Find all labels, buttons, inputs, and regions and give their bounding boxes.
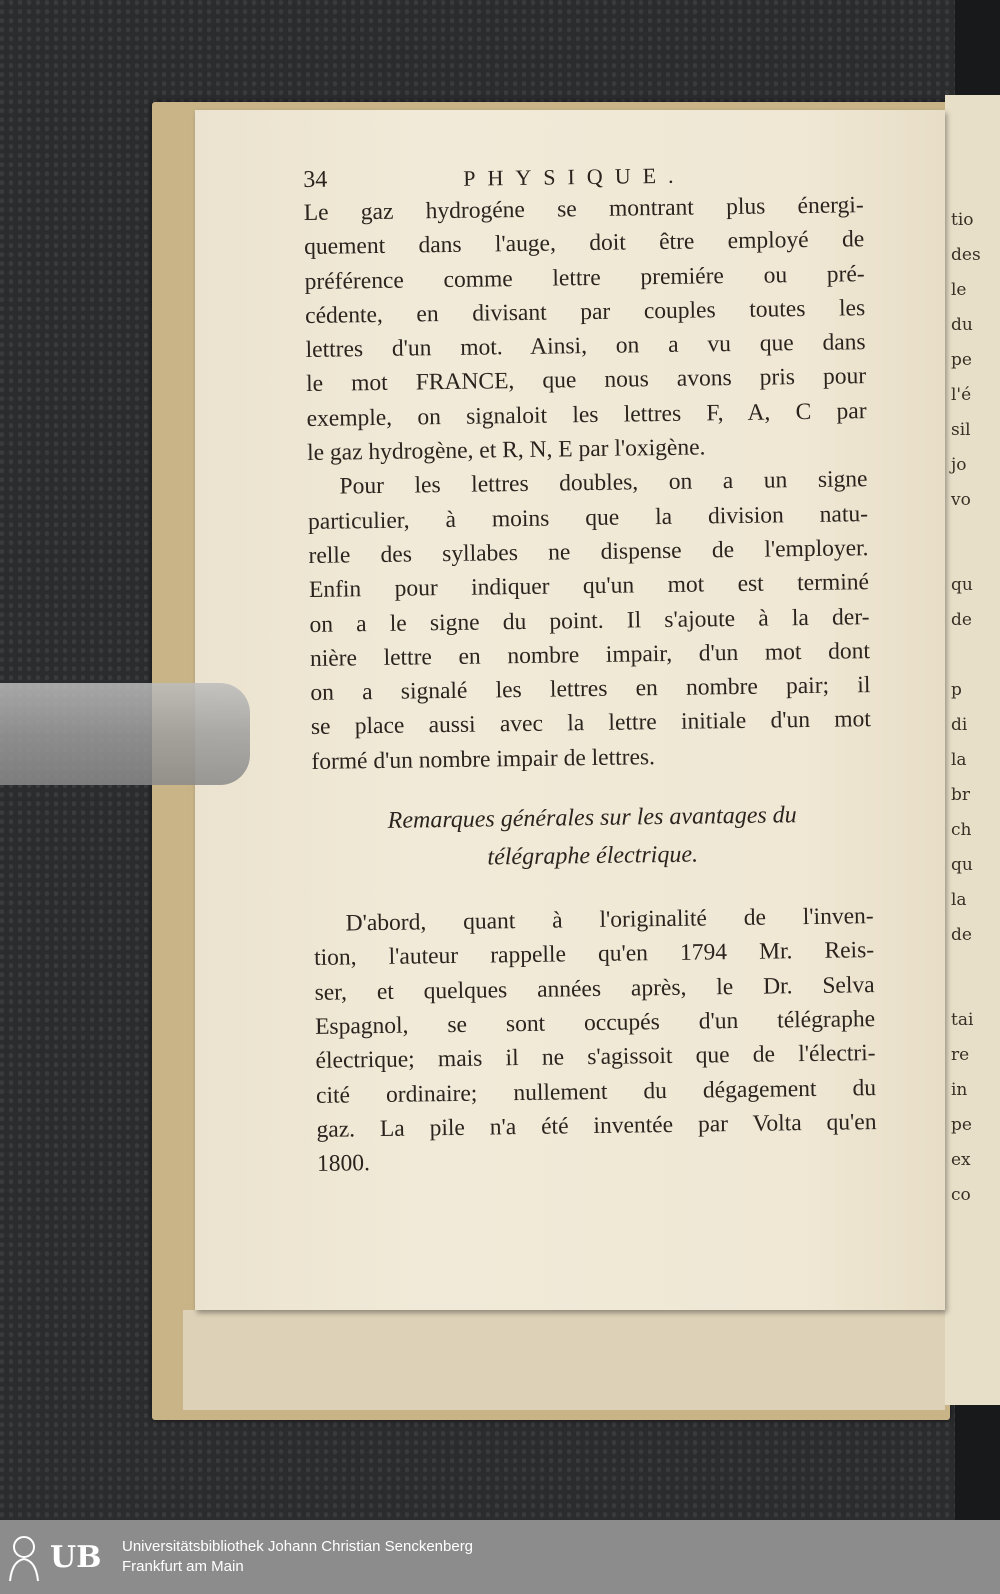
next-page-fragment: tai	[951, 1010, 974, 1030]
text-line: Espagnol, se sont occupés d'un télégraphe	[314, 1006, 876, 1040]
page-header	[303, 152, 863, 194]
next-page-fragment: des	[951, 245, 981, 265]
next-page-fragment: re	[951, 1045, 970, 1065]
next-page-fragment: vo	[951, 490, 971, 510]
next-page-fragment: pe	[951, 1115, 972, 1135]
page-number: 34	[303, 166, 328, 193]
next-page-fragment: in	[951, 1080, 968, 1100]
next-page-fragment: co	[951, 1185, 971, 1205]
footer-line-1: Universitätsbibliothek Johann Christian Senckenberg	[122, 1538, 474, 1555]
text-line: lettres d'un mot. Ainsi, on a vu que dans	[305, 329, 866, 364]
next-page-fragment: sil	[951, 420, 971, 440]
text-line: électrique; mais il ne s'agissoit que de l'électri-	[315, 1040, 876, 1075]
footer-bar	[0, 1520, 1000, 1594]
next-page-fragment: tio	[951, 210, 974, 230]
library-logo	[4, 1529, 114, 1585]
text-line: D'abord, quant à l'originalité de l'inven-	[345, 903, 874, 937]
next-page-fragment: jo	[951, 455, 967, 475]
text-line: Pour les lettres doubles, on a un signe	[339, 466, 868, 500]
section-heading	[312, 795, 873, 879]
next-page-fragment: du	[951, 315, 973, 335]
heading-line-1: Remarques générales sur les avantages du	[387, 802, 797, 834]
text-line: gaz. La pile n'a été inventée par Volta qu'en	[316, 1108, 877, 1143]
text-line: on a signalé les lettres en nombre pair; il	[310, 672, 871, 707]
logo-text: UB	[50, 1539, 102, 1575]
heading-line-2: télégraphe électrique.	[487, 841, 699, 871]
page-edges	[183, 1310, 945, 1410]
footer-line-2: Frankfurt am Main	[122, 1558, 244, 1575]
text-line: nière lettre en nombre impair, d'un mot dont	[309, 637, 871, 672]
next-page-fragment: de	[951, 925, 972, 945]
next-page-fragment: qu	[951, 575, 973, 595]
page-text-block	[303, 152, 877, 1181]
bookmark-tab	[0, 683, 250, 785]
paragraph-2	[307, 463, 871, 779]
running-title: PHYSIQUE.	[463, 162, 686, 191]
text-line: cédente, en divisant par couples toutes les	[304, 295, 866, 329]
next-page-fragment: ch	[951, 820, 972, 840]
text-line: on a le signe du point. Il s'ajoute à la der-	[309, 603, 870, 638]
text-line: relle des syllabes ne dispense de l'employer.	[308, 535, 869, 569]
next-page-fragment: le	[951, 280, 967, 300]
next-page-fragment: di	[951, 715, 968, 735]
text-line: se place aussi avec la lettre initiale d'un mot	[310, 706, 872, 741]
text-line: le mot FRANCE, que nous avons pris pour	[305, 363, 867, 398]
text-line: 1800.	[316, 1150, 371, 1178]
text-line: ser, et quelques années après, le Dr. Selva	[314, 971, 875, 1006]
text-line: cité ordinaire; nullement du dégagement du	[315, 1074, 877, 1109]
bust-icon	[4, 1531, 44, 1583]
text-line: préférence comme lettre premiére ou pré-	[304, 260, 865, 295]
text-line: Enfin pour indiquer qu'un mot est terminé	[308, 569, 870, 604]
next-page-fragment: p	[951, 680, 962, 700]
paragraph-3	[313, 899, 877, 1181]
next-page-fragment: l'é	[951, 385, 972, 405]
footer-text	[122, 1537, 473, 1577]
paragraph-1	[304, 188, 868, 470]
text-line: quement dans l'auge, doit être employé de	[304, 226, 865, 261]
next-page-fragment: la	[951, 890, 967, 910]
text-line: particulier, à moins que la division natu-	[307, 500, 869, 535]
text-line: formé d'un nombre impair de lettres.	[311, 743, 656, 775]
next-page-fragment: br	[951, 785, 971, 805]
next-page-fragment: qu	[951, 855, 973, 875]
next-page-fragment: pe	[951, 350, 972, 370]
next-page-fragment: de	[951, 610, 972, 630]
text-line: Le gaz hydrogéne se montrant plus énergi-	[303, 192, 864, 226]
next-page-fragment: ex	[951, 1150, 971, 1170]
text-line: exemple, on signaloit les lettres F, A, C par	[306, 397, 867, 432]
next-page-edge	[945, 95, 1000, 1405]
next-page-fragment: la	[951, 750, 967, 770]
text-line: le gaz hydrogène, et R, N, E par l'oxigène.	[306, 434, 706, 467]
text-line: tion, l'auteur rappelle qu'en 1794 Mr. Reis-	[313, 937, 875, 972]
